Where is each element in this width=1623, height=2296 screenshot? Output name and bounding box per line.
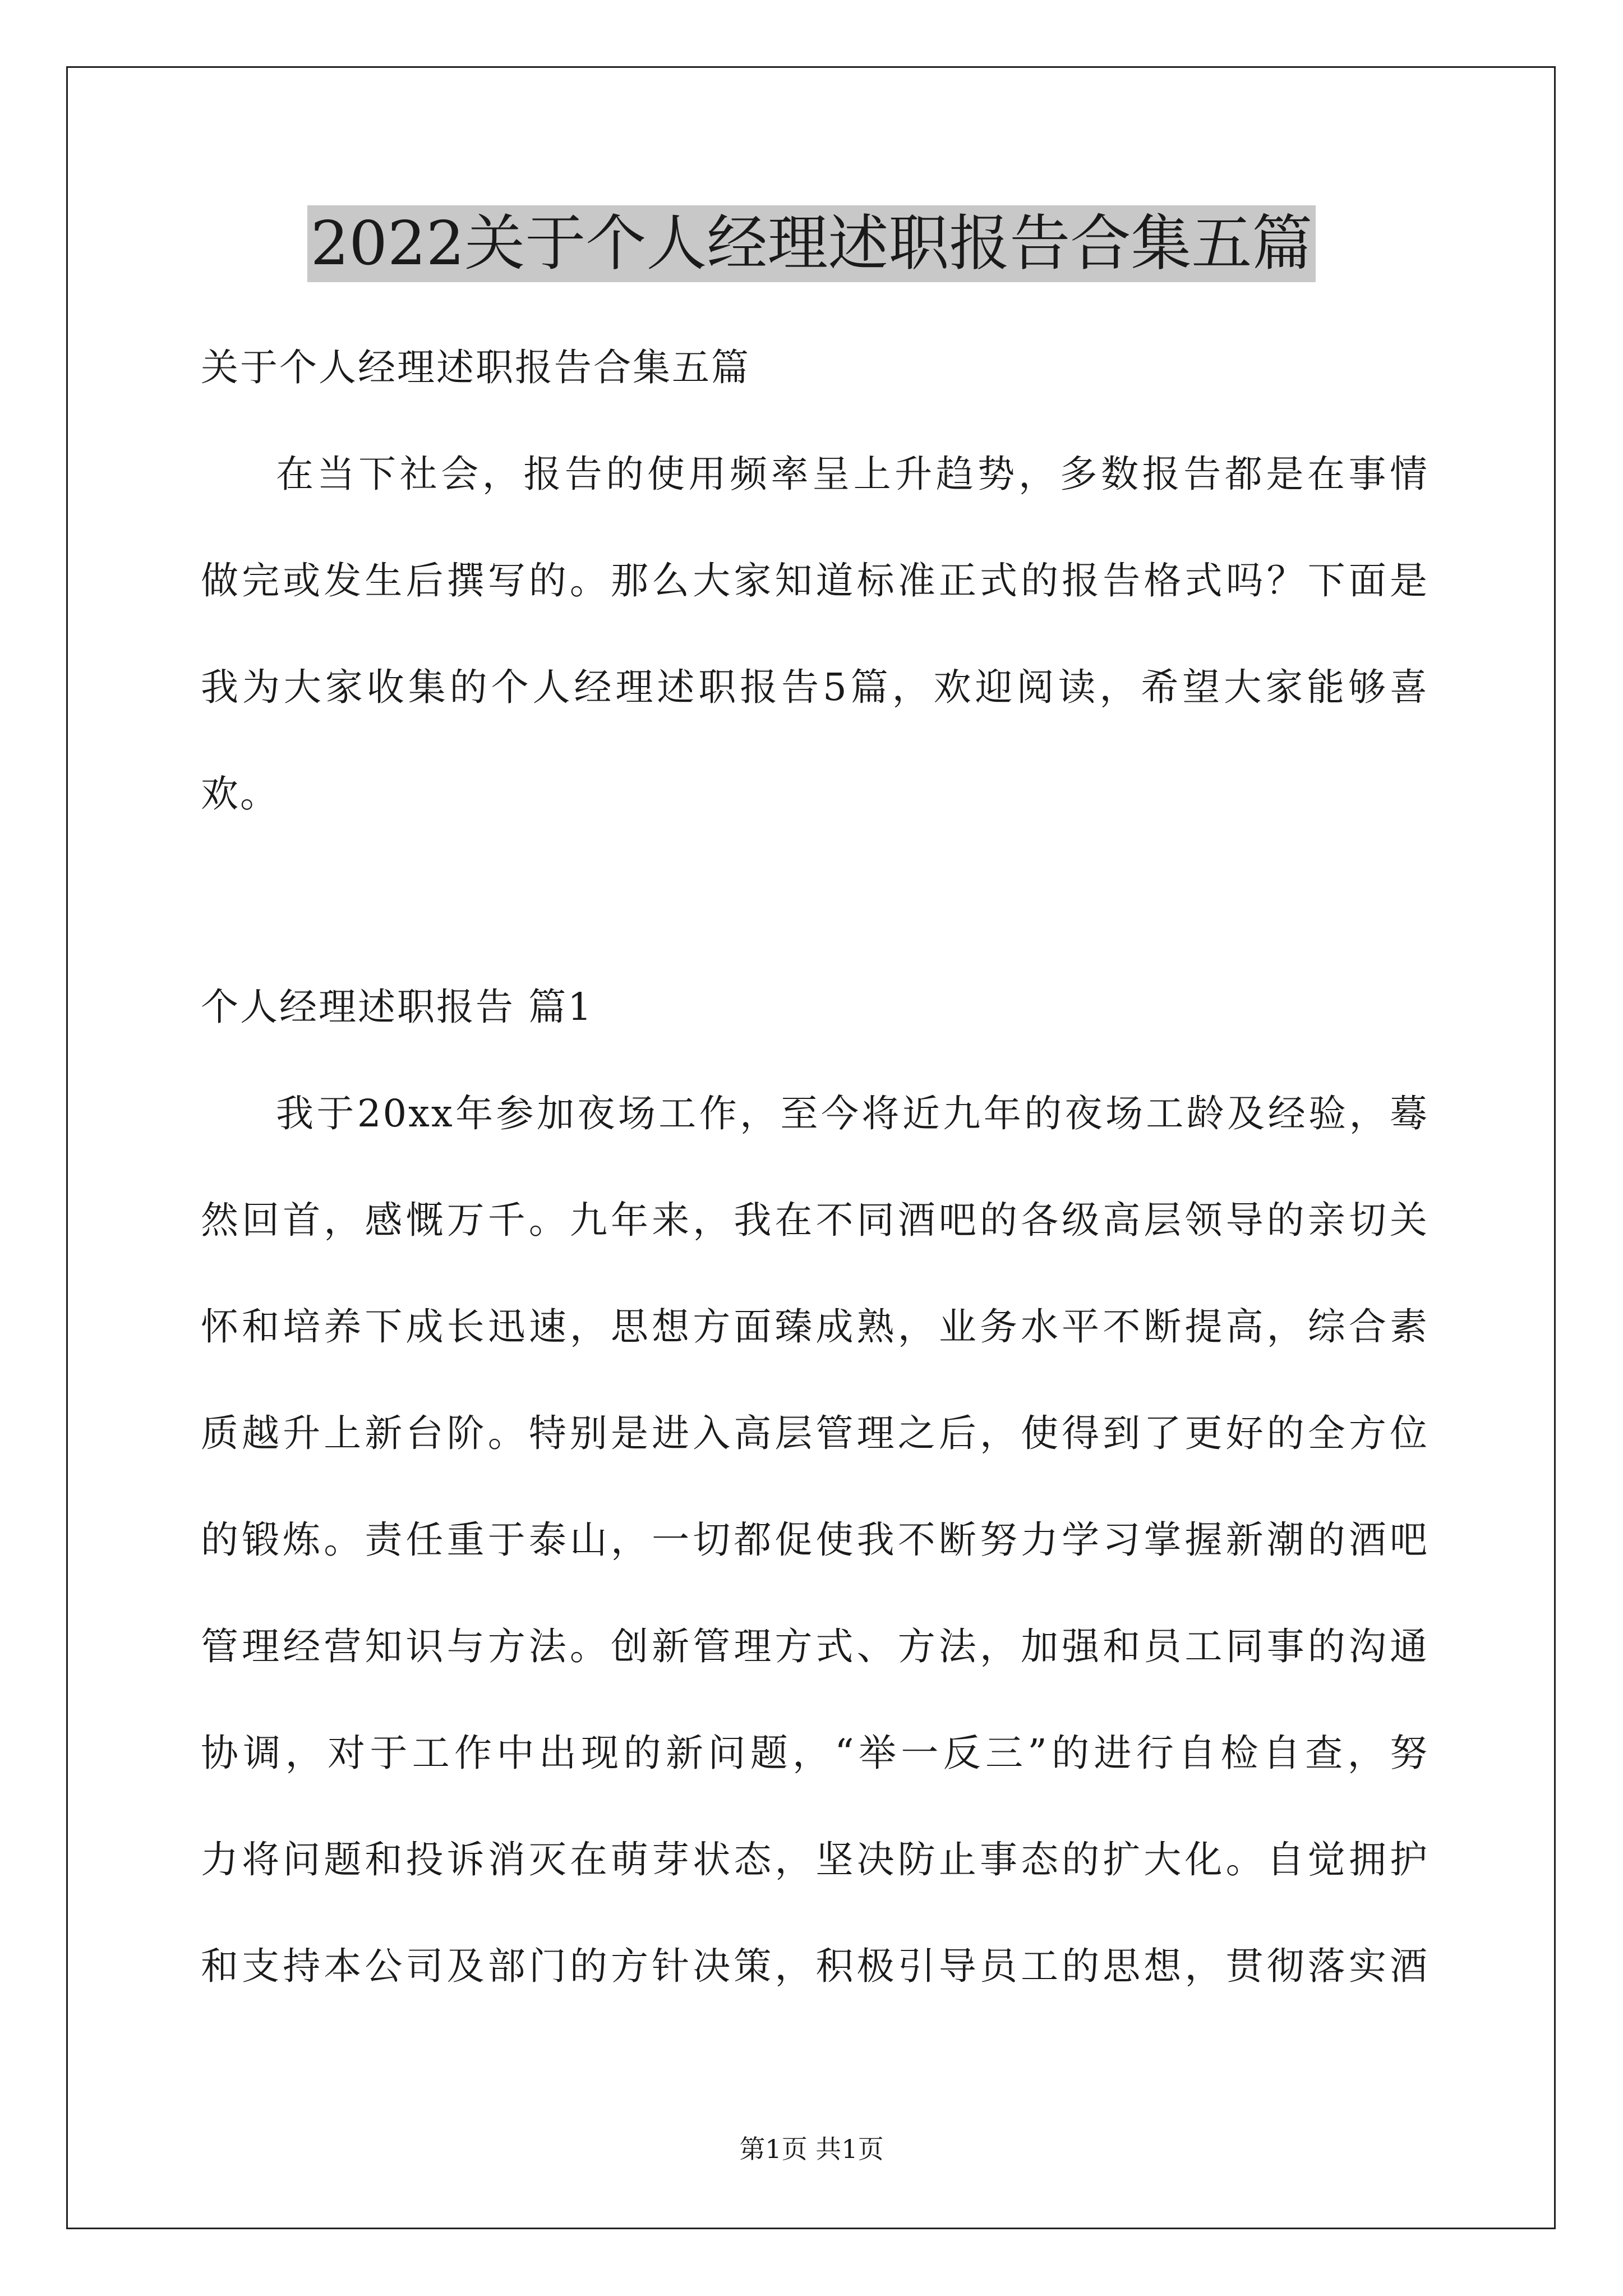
body-line: 我于20xx年参加夜场工作，至今将近九年的夜场工龄及经验，蓦	[276, 1092, 1429, 1135]
body-line: 和支持本公司及部门的方针决策，积极引导员工的思想，贯彻落实酒	[201, 1944, 1429, 1988]
section-heading: 个人经理述职报告 篇1	[201, 985, 593, 1029]
document-title-text: 2022关于个人经理述职报告合集五篇	[307, 205, 1316, 282]
body-line: 力将问题和投诉消灭在萌芽状态，坚决防止事态的扩大化。自觉拥护	[201, 1838, 1429, 1881]
paragraph-gap	[201, 847, 1429, 954]
body-line: 然回首，感慨万千。九年来，我在不同酒吧的各级高层领导的亲切关	[201, 1198, 1429, 1242]
body-line: 协调，对于工作中出现的新问题，“举一反三”的进行自检自查，努	[201, 1731, 1429, 1775]
intro-line: 在当下社会，报告的使用频率呈上升趋势，多数报告都是在事情	[276, 452, 1429, 496]
intro-line: 欢。	[201, 772, 279, 816]
intro-line: 我为大家收集的个人经理述职报告5篇，欢迎阅读，希望大家能够喜	[201, 665, 1429, 709]
document-title	[0, 202, 1623, 286]
document-body	[201, 314, 1429, 2019]
page-footer: 第1页 共1页	[739, 2134, 884, 2164]
body-line: 怀和培养下成长迅速，思想方面臻成熟，业务水平不断提高，综合素	[201, 1305, 1429, 1349]
body-line: 质越升上新台阶。特别是进入高层管理之后，使得到了更好的全方位	[201, 1411, 1429, 1455]
body-line: 管理经营知识与方法。创新管理方式、方法，加强和员工同事的沟通	[201, 1625, 1429, 1668]
body-line: 的锻炼。责任重于泰山，一切都促使我不断努力学习掌握新潮的酒吧	[201, 1518, 1429, 1562]
intro-line: 做完或发生后撰写的。那么大家知道标准正式的报告格式吗？下面是	[201, 559, 1429, 602]
document-subtitle: 关于个人经理述职报告合集五篇	[201, 346, 750, 389]
